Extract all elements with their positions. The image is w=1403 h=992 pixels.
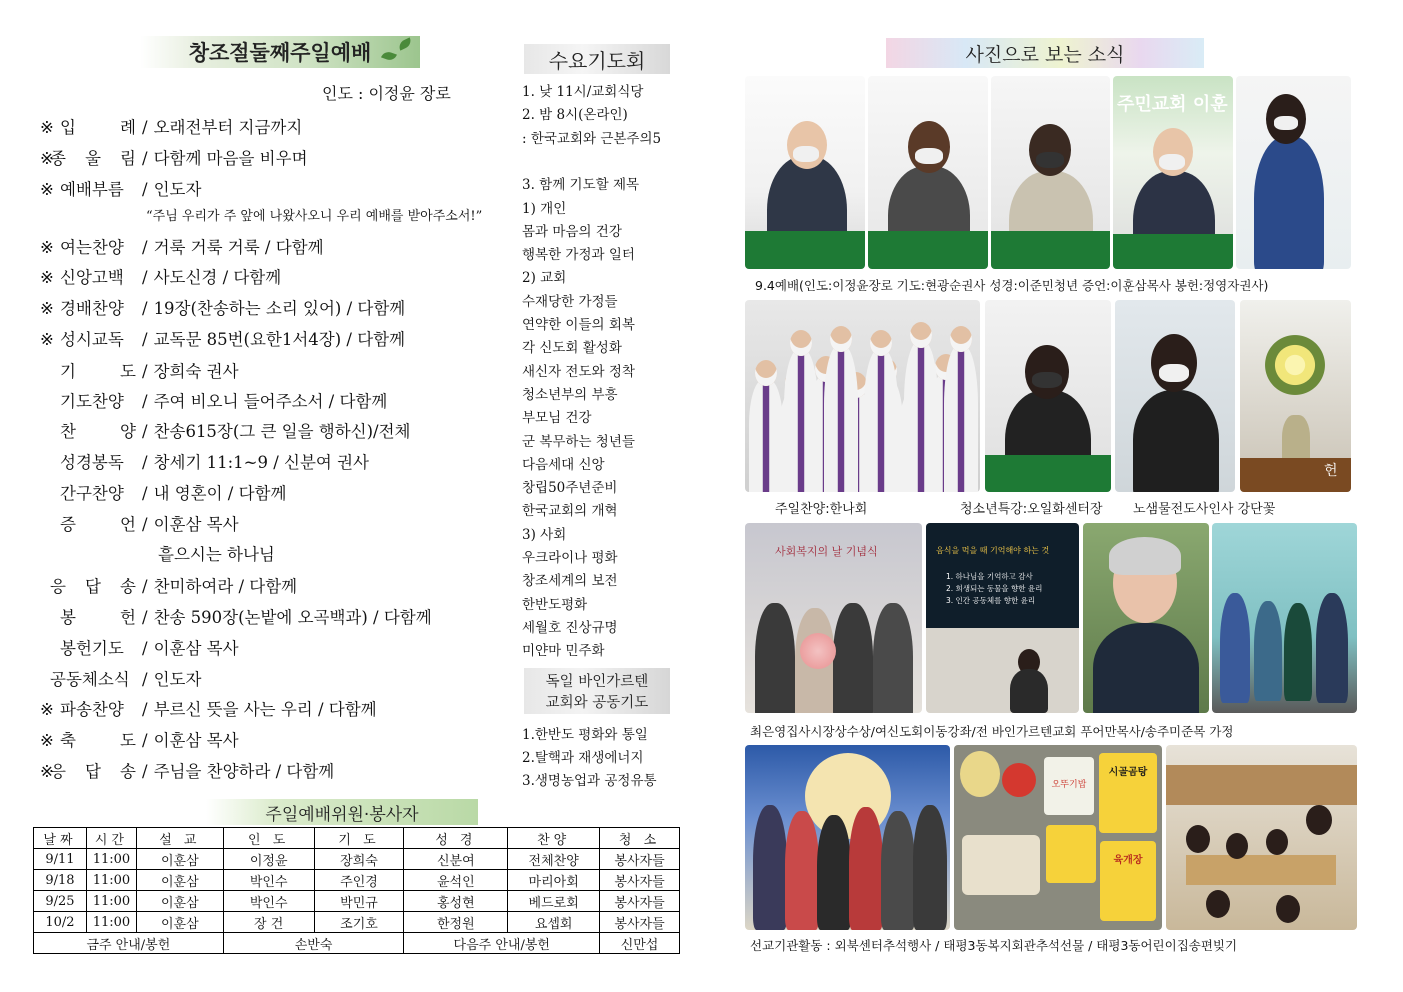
worship-order-row — [40, 511, 239, 535]
staff-cell: 9/18 — [34, 870, 87, 891]
order-item-content: 창세기 11:1~9 / 신분여 권사 — [153, 453, 369, 472]
footer-cell: 신만섭 — [600, 933, 680, 954]
slide-line-text: 1. 하나님을 기억하고 감사 — [946, 572, 1033, 581]
separator: / — [142, 118, 148, 137]
order-item-name: 봉헌기도 — [60, 639, 124, 658]
staff-cell: 홍성현 — [404, 891, 508, 912]
choir-robe — [784, 350, 818, 492]
slide-line-text: 3. 인간 공동체를 향한 윤리 — [946, 596, 1036, 605]
required-standing-mark: ※ — [40, 149, 54, 168]
staff-cell: 봉사자들 — [600, 891, 680, 912]
worship-order-row — [40, 388, 387, 412]
staff-cell: 11:00 — [86, 870, 136, 891]
photo-family — [1212, 523, 1357, 713]
separator: / — [142, 453, 148, 472]
separator: / — [142, 731, 148, 750]
slide-title-text: 음식을 먹을 때 기억해야 하는 것 — [936, 546, 1050, 555]
choir-robe — [749, 380, 783, 492]
church-sign-text: 주민교회 이훈 — [1117, 94, 1228, 115]
order-item-content: 인도자 — [153, 180, 202, 199]
order-item-name: 봉 헌 — [60, 608, 136, 627]
separator: / — [142, 330, 148, 349]
separator: / — [142, 422, 148, 441]
wednesday-prayer-line: 수재당한 가정들 — [522, 293, 618, 310]
choir-face — [950, 326, 972, 352]
slide-line-text: 2. 희생되는 동물을 향한 윤리 — [946, 584, 1043, 593]
choir-face — [910, 322, 932, 348]
wednesday-prayer-line: 행복한 가정과 일터 — [522, 247, 635, 264]
order-item-name: 증 언 — [60, 515, 136, 534]
staff-cell: 봉사자들 — [600, 912, 680, 933]
worship-order-row — [40, 604, 432, 628]
photo-chuseok-event — [745, 745, 950, 930]
germany-title-line1: 독일 바인가르텐 — [545, 674, 649, 690]
photo-leader-speaking — [745, 76, 865, 269]
separator: / — [142, 268, 148, 287]
wednesday-prayer-line: 1) 개인 — [522, 200, 567, 217]
wednesday-prayer-line: 창립50주년준비 — [522, 480, 618, 497]
separator: / — [142, 639, 148, 658]
staff-cell: 신분여 — [404, 849, 508, 870]
staff-cell: 11:00 — [86, 849, 136, 870]
order-item-name: 간구찬양 — [60, 484, 124, 503]
photo-scripture — [991, 76, 1110, 269]
wednesday-prayer-line: 군 복무하는 청년들 — [522, 433, 635, 450]
staff-cell: 조기호 — [314, 912, 404, 933]
separator: / — [142, 362, 148, 381]
photo-prayer — [868, 76, 988, 269]
staff-table-row — [34, 891, 680, 912]
order-item-name: 기도찬양 — [60, 392, 124, 411]
staff-cell: 박인수 — [223, 870, 314, 891]
choir-face — [870, 330, 892, 356]
staff-cell: 박민규 — [314, 891, 404, 912]
germany-prayer-line: 2.탈핵과 재생에너지 — [522, 750, 644, 766]
staff-title: 주일예배위원·봉사자 — [265, 804, 419, 825]
order-item-content: 이훈삼 목사 — [153, 515, 239, 534]
order-item-content: 교독문 85번(요한1서4장) / 다함께 — [153, 330, 406, 349]
package-label-text: 시골곰탕 — [1108, 767, 1148, 778]
wednesday-title: 수요기도회 — [548, 48, 646, 73]
order-item-name: 입 례 — [60, 118, 136, 137]
order-item-name: 성시교독 — [60, 330, 124, 349]
staff-table-row — [34, 870, 680, 891]
required-standing-mark: ※ — [40, 330, 54, 349]
choir-robe — [824, 346, 858, 492]
worship-title: 창조절둘째주일예배 — [188, 41, 372, 65]
worship-leader: 인도 : 이정윤 장로 — [322, 84, 451, 103]
order-item-content: 이훈삼 목사 — [153, 639, 239, 658]
staff-cell: 이훈삼 — [136, 912, 223, 933]
caption-evangelist-flowers: 노샘물전도사인사 강단꽃 — [1133, 502, 1276, 517]
order-item-content: 주여 비오니 들어주소서 / 다함께 — [153, 392, 388, 411]
wednesday-prayer-line: 1. 낮 11시/교회식당 — [522, 84, 644, 100]
separator: / — [142, 515, 148, 534]
staff-cell: 이훈삼 — [136, 870, 223, 891]
order-item-content: 찬송615장(그 큰 일을 행하신)/전체 — [153, 422, 411, 441]
order-item-name: 응 답 송 — [50, 762, 136, 781]
worship-order-row — [40, 176, 201, 200]
order-item-content: 주님을 찬양하라 / 다함께 — [153, 762, 335, 781]
separator: / — [142, 299, 148, 318]
worship-order-row — [40, 480, 286, 504]
staff-cell: 장희숙 — [314, 849, 404, 870]
staff-cell: 9/25 — [34, 891, 87, 912]
wednesday-prayer-line: 다음세대 신앙 — [522, 456, 605, 473]
germany-prayer-line: 3.생명농업과 공정유통 — [522, 773, 657, 789]
footer-cell: 다음주 안내/봉헌 — [404, 933, 600, 954]
worship-order-row — [40, 145, 308, 169]
required-standing-mark: ※ — [40, 118, 54, 137]
wednesday-prayer-line: 청소년부의 부흥 — [522, 386, 618, 403]
news-title-banner — [886, 38, 1204, 68]
package-label-text: 오뚜기밥 — [1051, 780, 1087, 790]
required-standing-mark: ※ — [40, 238, 54, 257]
separator: / — [142, 608, 148, 627]
staff-cell: 9/11 — [34, 849, 87, 870]
staff-table-header — [34, 828, 680, 849]
separator: / — [142, 392, 148, 411]
order-item-content: 찬미하여라 / 다함께 — [153, 577, 298, 596]
photo-altar-flowers — [1240, 300, 1351, 492]
wednesday-prayer-line: 연약한 이들의 회복 — [522, 317, 635, 333]
choir-face — [830, 326, 852, 352]
worship-order-row — [40, 295, 405, 319]
worship-order-row — [40, 264, 281, 288]
staff-cell: 봉사자들 — [600, 849, 680, 870]
staff-cell: 10/2 — [34, 912, 87, 933]
staff-table-footer — [34, 933, 680, 954]
worship-order-row — [40, 418, 411, 442]
order-item-content: 내 영혼이 / 다함께 — [153, 484, 287, 503]
order-item-content: 거룩 거룩 거룩 / 다함께 — [153, 238, 324, 257]
worship-order-row — [40, 666, 201, 690]
worship-order-row — [40, 727, 239, 751]
staff-column-header: 성 경 — [404, 828, 508, 849]
photo-evangelist-greeting — [1115, 300, 1235, 492]
separator: / — [142, 700, 148, 719]
caption-row3: 최은영집사시장상수상/여신도회이동강좌/전 바인가르텐교회 푸어만목사/송주미준목 가정 — [750, 724, 1234, 739]
choir-face — [755, 360, 777, 386]
wednesday-prayer-line: : 한국교회와 근본주의5 — [522, 130, 662, 147]
separator: / — [142, 762, 148, 781]
required-standing-mark: ※ — [40, 180, 54, 199]
staff-cell: 박인수 — [223, 891, 314, 912]
staff-column-header: 설 교 — [136, 828, 223, 849]
staff-cell: 윤석인 — [404, 870, 508, 891]
worship-quote: “주님 우리가 주 앞에 나왔사오니 우리 예배를 받아주소서!” — [146, 209, 483, 224]
award-banner-text: 사회복지의 날 기념식 — [775, 545, 878, 558]
staff-cell: 베드로회 — [508, 891, 600, 912]
staff-column-header: 기 도 — [314, 828, 404, 849]
footer-cell: 손반숙 — [223, 933, 404, 954]
staff-table-row — [34, 849, 680, 870]
staff-cell: 한정원 — [404, 912, 508, 933]
separator: / — [142, 484, 148, 503]
photo-offering — [1236, 76, 1351, 269]
worship-order-row — [40, 234, 324, 258]
staff-cell: 11:00 — [86, 912, 136, 933]
worship-order-row — [40, 758, 334, 782]
worship-order-row — [40, 449, 369, 473]
order-item-content: 이훈삼 목사 — [153, 731, 239, 750]
order-item-name: 성경봉독 — [60, 453, 124, 472]
separator: / — [142, 577, 148, 596]
wednesday-prayer-line: 세월호 진상규명 — [522, 619, 618, 636]
worship-order-row — [40, 114, 302, 138]
wednesday-prayer-line: 새신자 전도와 정착 — [522, 363, 635, 380]
photo-songpyeon — [1166, 745, 1357, 930]
sermon-title: 흩으시는 하나님 — [158, 545, 275, 564]
vase-label-text: 헌 — [1324, 463, 1338, 479]
worship-order-row — [40, 573, 297, 597]
wednesday-prayer-line: 한국교회의 개혁 — [522, 503, 618, 520]
wednesday-prayer-line: 몸과 마음의 건강 — [522, 223, 622, 240]
worship-order-row — [40, 696, 377, 720]
staff-title-banner — [206, 799, 478, 825]
wednesday-prayer-line: 3) 사회 — [522, 526, 567, 543]
photo-chuseok-gifts — [954, 745, 1162, 930]
choir-face — [790, 330, 812, 356]
order-item-content: 부르신 뜻을 사는 우리 / 다함께 — [153, 700, 377, 719]
wednesday-prayer-line: 각 신도회 활성화 — [522, 340, 622, 357]
staff-cell: 이정윤 — [223, 849, 314, 870]
wednesday-prayer-line: 3. 함께 기도할 제목 — [522, 177, 640, 194]
choir-robe — [944, 346, 978, 492]
order-item-name: 파송찬양 — [60, 700, 124, 719]
photo-sermon — [1113, 76, 1233, 269]
separator: / — [142, 238, 148, 257]
germany-title-banner — [524, 668, 670, 714]
order-item-name: 축 도 — [60, 731, 136, 750]
staff-column-header: 시간 — [86, 828, 136, 849]
order-item-name: 찬 양 — [60, 422, 136, 441]
order-item-name: 예배부름 — [60, 180, 124, 199]
order-item-name: 신앙고백 — [60, 268, 124, 287]
staff-cell: 전체찬양 — [508, 849, 600, 870]
footer-cell: 금주 안내/봉헌 — [34, 933, 224, 954]
wednesday-prayer-line: 창조세계의 보전 — [522, 573, 618, 590]
news-title: 사진으로 보는 소식 — [965, 43, 1125, 66]
required-standing-mark: ※ — [40, 299, 54, 318]
staff-table-row — [34, 912, 680, 933]
wednesday-prayer-line: 우크라이나 평화 — [522, 550, 618, 566]
worship-order-row — [40, 326, 405, 350]
choir-robe — [904, 342, 938, 492]
required-standing-mark: ※ — [40, 762, 54, 781]
staff-table — [33, 827, 680, 954]
worship-order-row — [40, 358, 239, 382]
caption-choir: 주일찬양:한나회 — [775, 502, 868, 517]
wednesday-prayer-line: 미얀마 민주화 — [522, 643, 605, 660]
photo-pastor-fuhrmann — [1083, 523, 1209, 713]
separator: / — [142, 180, 148, 199]
separator: / — [142, 670, 148, 689]
order-item-name: 여는찬양 — [60, 238, 124, 257]
staff-cell: 마리아회 — [508, 870, 600, 891]
required-standing-mark: ※ — [40, 268, 54, 287]
required-standing-mark: ※ — [40, 731, 54, 750]
choir-robe — [864, 350, 898, 492]
order-item-content: 다함께 마음을 비우며 — [153, 149, 308, 168]
germany-title-line2: 교회와 공동기도 — [545, 695, 649, 711]
wednesday-title-banner — [524, 44, 670, 74]
caption-row4: 선교기관활동 : 외북센터추석행사 / 태평3동복지회관추석선물 / 태평3동어린이집송편빚기 — [750, 938, 1238, 953]
germany-prayer-line: 1.한반도 평화와 통일 — [522, 727, 648, 743]
wednesday-prayer-line: 2) 교회 — [522, 270, 567, 287]
staff-cell: 봉사자들 — [600, 870, 680, 891]
wednesday-prayer-line: 한반도평화 — [522, 596, 588, 613]
staff-column-header: 찬양 — [508, 828, 600, 849]
order-item-name: 기 도 — [60, 362, 136, 381]
order-item-name: 공동체소식 — [50, 670, 130, 689]
worship-title-banner — [140, 36, 420, 68]
wednesday-prayer-line: 부모님 건강 — [522, 410, 592, 427]
photo-youth-lecture — [985, 300, 1111, 492]
order-item-name: 경배찬양 — [60, 299, 124, 318]
required-standing-mark: ※ — [40, 700, 54, 719]
staff-cell: 장 건 — [223, 912, 314, 933]
separator: / — [142, 149, 148, 168]
package-label-text: 육개장 — [1113, 855, 1143, 866]
staff-cell: 11:00 — [86, 891, 136, 912]
staff-cell: 주인경 — [314, 870, 404, 891]
order-item-content: 19장(찬송하는 소리 있어) / 다함께 — [153, 299, 406, 318]
staff-column-header: 청 소 — [600, 828, 680, 849]
staff-cell: 이훈삼 — [136, 849, 223, 870]
order-item-content: 사도신경 / 다함께 — [153, 268, 282, 287]
staff-cell: 요셉회 — [508, 912, 600, 933]
order-item-name: 응 답 송 — [50, 577, 136, 596]
staff-column-header: 날짜 — [34, 828, 87, 849]
staff-column-header: 인 도 — [223, 828, 314, 849]
worship-order-row — [40, 635, 239, 659]
staff-cell: 이훈삼 — [136, 891, 223, 912]
order-item-content: 인도자 — [153, 670, 202, 689]
order-item-content: 오래전부터 지금까지 — [153, 118, 303, 137]
wednesday-prayer-line: 2. 밤 8시(온라인) — [522, 107, 628, 124]
photo-women-lecture — [926, 523, 1079, 713]
caption-youth-lecture: 청소년특강:오일화센터장 — [960, 502, 1103, 517]
order-item-content: 장희숙 권사 — [153, 362, 239, 381]
order-item-name: 종 울 림 — [50, 149, 136, 168]
order-item-content: 찬송 590장(논밭에 오곡백과) / 다함께 — [153, 608, 432, 627]
caption-sept4-worship: 9.4예배(인도:이정윤장로 기도:현광순권사 성경:이준민청년 증언:이훈삼목사 봉헌:정영자권사) — [755, 278, 1269, 293]
photo-award-ceremony — [745, 523, 922, 713]
